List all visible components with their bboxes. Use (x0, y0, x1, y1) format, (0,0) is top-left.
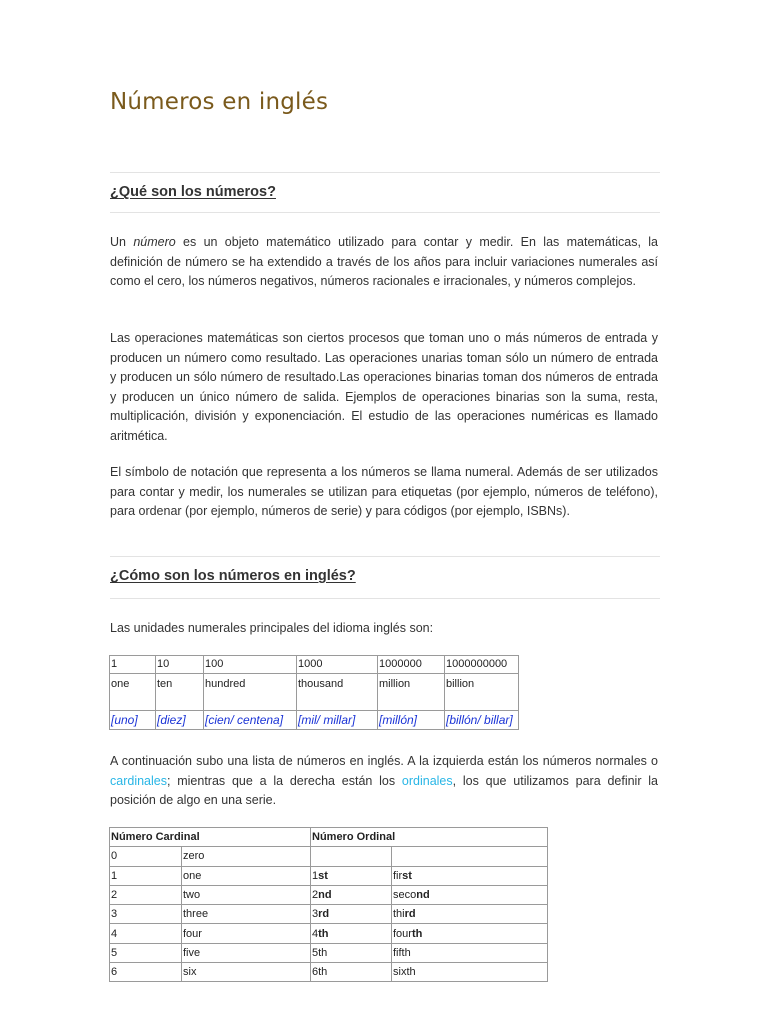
table-row (110, 905, 548, 924)
table-cell: ten (156, 674, 204, 711)
table-cell: hundred (204, 674, 297, 711)
translation-cell: [billón/ billar] (445, 711, 519, 730)
table-cell: first (392, 866, 548, 885)
translation-cell: [uno] (110, 711, 156, 730)
table-row (110, 963, 548, 982)
table-cell: 100 (204, 656, 297, 674)
units-row-translation (110, 711, 519, 730)
table-cell: 6 (110, 963, 182, 982)
table-cell: 1 (110, 866, 182, 885)
paragraph-simbolo: El símbolo de notación que representa a los números se llama numeral. Además de ser utilizados para contar y medir, los numerales se utilizan para etiquetas (por ejemplo, números de teléfono), para ordenar (por ejemplo, números de serie) y para códigos (por ejemplo, ISBNs). (110, 465, 658, 518)
link-cardinales[interactable]: cardinales (110, 773, 167, 788)
table-cell: two (182, 885, 311, 904)
ordinal-table-header (110, 828, 548, 847)
table-cell: zero (182, 847, 311, 866)
paragraph-text: A continuación subo una lista de números en inglés. A la izquierda están los números normales o (110, 754, 658, 768)
table-cell (392, 847, 548, 866)
emphasis-numero: número (133, 235, 176, 249)
table-row (110, 847, 548, 866)
table-cell: million (378, 674, 445, 711)
translation-cell: [millón] (378, 711, 445, 730)
table-cell: 10 (156, 656, 204, 674)
ordinal-table-body (110, 847, 548, 982)
divider (110, 212, 660, 213)
table-cell: four (182, 924, 311, 943)
table-cell: 6th (311, 963, 392, 982)
table-cell: 1000000 (378, 656, 445, 674)
paragraph-text: ; mientras que a la derecha están los (166, 773, 402, 788)
section-heading-como-son[interactable]: ¿Cómo son los números en inglés? (110, 568, 356, 584)
paragraph-text: , los que utilizamos para definir la posición de algo en una serie. (110, 773, 658, 807)
divider (110, 556, 660, 557)
table-cell: five (182, 943, 311, 962)
table-cell: 5th (311, 943, 392, 962)
paragraph-text: Un (110, 235, 134, 249)
table-cell: billion (445, 674, 519, 711)
table-cell: one (182, 866, 311, 885)
divider (110, 172, 660, 173)
table-cell: fifth (392, 943, 548, 962)
table-cell: third (392, 905, 548, 924)
table-cell: 5 (110, 943, 182, 962)
table-cell: 0 (110, 847, 182, 866)
table-cell: sixth (392, 963, 548, 982)
table-cell: 4 (110, 924, 182, 943)
table-cell: 3 (110, 905, 182, 924)
table-row (110, 885, 548, 904)
table-cell: 3rd (311, 905, 392, 924)
table-cell: 2 (110, 885, 182, 904)
link-ordinales[interactable]: ordinales (401, 773, 453, 788)
units-table (109, 655, 519, 730)
table-cell: 1st (311, 866, 392, 885)
ordinal-table (109, 827, 548, 982)
translation-cell: [cien/ centena] (204, 711, 297, 730)
table-row (110, 924, 548, 943)
table-cell: 1000000000 (445, 656, 519, 674)
divider (110, 598, 660, 599)
paragraph-operaciones: Las operaciones matemáticas son ciertos procesos que toman uno o más números de entrada y producen un número como resultado. Las operaciones unarias toman sólo un número de entrada y producen un sólo número de resultado.Las operaciones binarias toman dos números de entrada y producen un único número de salida. Ejemplos de operaciones binarias son la suma, resta, multiplicación, división y exponenciación. El estudio de las operaciones numéricas es llamado aritmética. (110, 331, 658, 443)
table-cell: 1 (110, 656, 156, 674)
table-cell: thousand (297, 674, 378, 711)
units-row-number (110, 656, 519, 674)
paragraph-lista-intro (110, 752, 658, 811)
translation-cell: [mil/ millar] (297, 711, 378, 730)
units-row-english (110, 674, 519, 711)
header-ordinal: Número Ordinal (311, 828, 548, 847)
translation-cell: [diez] (156, 711, 204, 730)
table-cell: fourth (392, 924, 548, 943)
table-cell: 2nd (311, 885, 392, 904)
table-cell: three (182, 905, 311, 924)
table-row (110, 943, 548, 962)
table-row (110, 866, 548, 885)
paragraph-text: es un objeto matemático utilizado para contar y medir. En las matemáticas, la definición de número se ha extendido a través de los años para incluir variaciones numerales así como el cero, los números negativos, números racionales e irracionales, y números complejos. (110, 235, 658, 288)
table-cell: 4th (311, 924, 392, 943)
section-heading-que-son[interactable]: ¿Qué son los números? (110, 184, 276, 200)
header-cardinal: Número Cardinal (110, 828, 311, 847)
page-title: Números en inglés (110, 89, 329, 115)
table-cell: 1000 (297, 656, 378, 674)
table-cell (311, 847, 392, 866)
paragraph-definicion (110, 233, 658, 292)
table-cell: one (110, 674, 156, 711)
table-cell: second (392, 885, 548, 904)
table-cell: six (182, 963, 311, 982)
paragraph-unidades-intro: Las unidades numerales principales del idioma inglés son: (110, 621, 434, 635)
